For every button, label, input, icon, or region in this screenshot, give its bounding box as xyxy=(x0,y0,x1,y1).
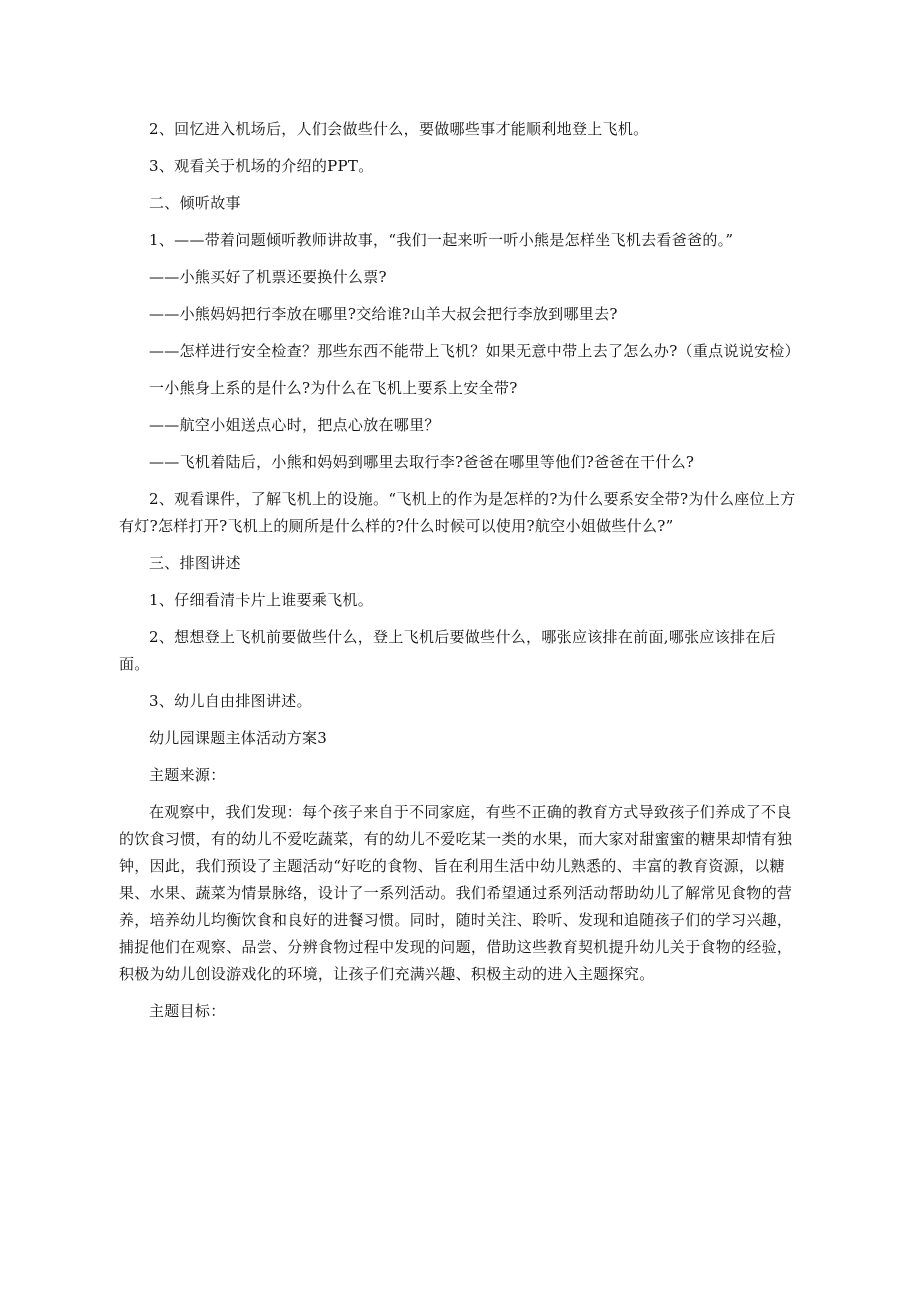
section-heading-listen-story: 二、倾听故事 xyxy=(149,194,241,212)
paragraph-courseware: 2、观看课件，了解飞机上的设施。“飞机上的作为是怎样的?为什么要系安全带?为什么座位上方有灯?怎样打开?飞机上的厕所是什么样的?什么时候可以使用?航空小姐做些什么?” xyxy=(119,490,796,535)
paragraph-free-telling: 3、幼儿自由排图讲述。 xyxy=(149,692,312,710)
question-seatbelt: 一小熊身上系的是什么?为什么在飞机上要系上安全带? xyxy=(149,379,518,397)
question-ticket: ——小熊买好了机票还要换什么票? xyxy=(149,268,387,286)
heading-theme-goals: 主题目标： xyxy=(149,1002,226,1020)
question-landing: ——飞机着陆后，小熊和妈妈到哪里去取行李?爸爸在哪里等他们?爸爸在干什么? xyxy=(149,453,695,471)
paragraph-step-3-ppt: 3、观看关于机场的介绍的PPT。 xyxy=(149,157,374,175)
question-luggage: ——小熊妈妈把行李放在哪里?交给谁?山羊大叔会把行李放到哪里去? xyxy=(149,305,618,323)
question-security-check: ——怎样进行安全检查？那些东西不能带上飞机？如果无意中带上去了怎么办?（重点说说安检） xyxy=(149,342,800,360)
paragraph-story-intro: 1、——带着问题倾听教师讲故事，“我们一起来听一听小熊是怎样坐飞机去看爸爸的。” xyxy=(149,231,734,249)
section-heading-picture-ordering: 三、排图讲述 xyxy=(149,554,241,572)
paragraph-step-2-recall: 2、回忆进入机场后，人们会做些什么，要做哪些事才能顺利地登上飞机。 xyxy=(149,120,649,138)
paragraph-theme-source-body: 在观察中，我们发现：每个孩子来自于不同家庭，有些不正确的教育方式导致孩子们养成了不良的饮食习惯，有的幼儿不爱吃蔬菜，有的幼儿不爱吃某一类的水果，而大家对甜蜜蜜的糖果却情有独钟，因此，我们预设了主题活动“好吃的食物、旨在利用生活中幼儿熟悉的、丰富的教育资源，以糖果、水果、蔬菜为情景脉络，设计了一系列活动。我们希望通过系列活动帮助幼儿了解常见食物的营养，培养幼儿均衡饮食和良好的进餐习惯。同时，随时关注、聆听、发现和追随孩子们的学习兴趣，捕捉他们在观察、品尝、分辨食物过程中发现的问题，借助这些教育契机提升幼儿关于食物的经验，积极为幼儿创设游戏化的环境，让孩子们充满兴趣、积极主动的进入主题探究。 xyxy=(119,803,793,983)
heading-theme-source: 主题来源： xyxy=(149,766,226,784)
paragraph-ordering: 2、想想登上飞机前要做些什么，登上飞机后要做些什么，哪张应该排在前面,哪张应该排在后面。 xyxy=(119,628,776,673)
paragraph-cards: 1、仔细看清卡片上谁要乘飞机。 xyxy=(149,591,374,609)
document-body xyxy=(119,116,802,1025)
plan-title: 幼儿园课题主体活动方案3 xyxy=(149,729,328,747)
question-snack: ——航空小姐送点心时，把点心放在哪里？ xyxy=(149,416,440,434)
